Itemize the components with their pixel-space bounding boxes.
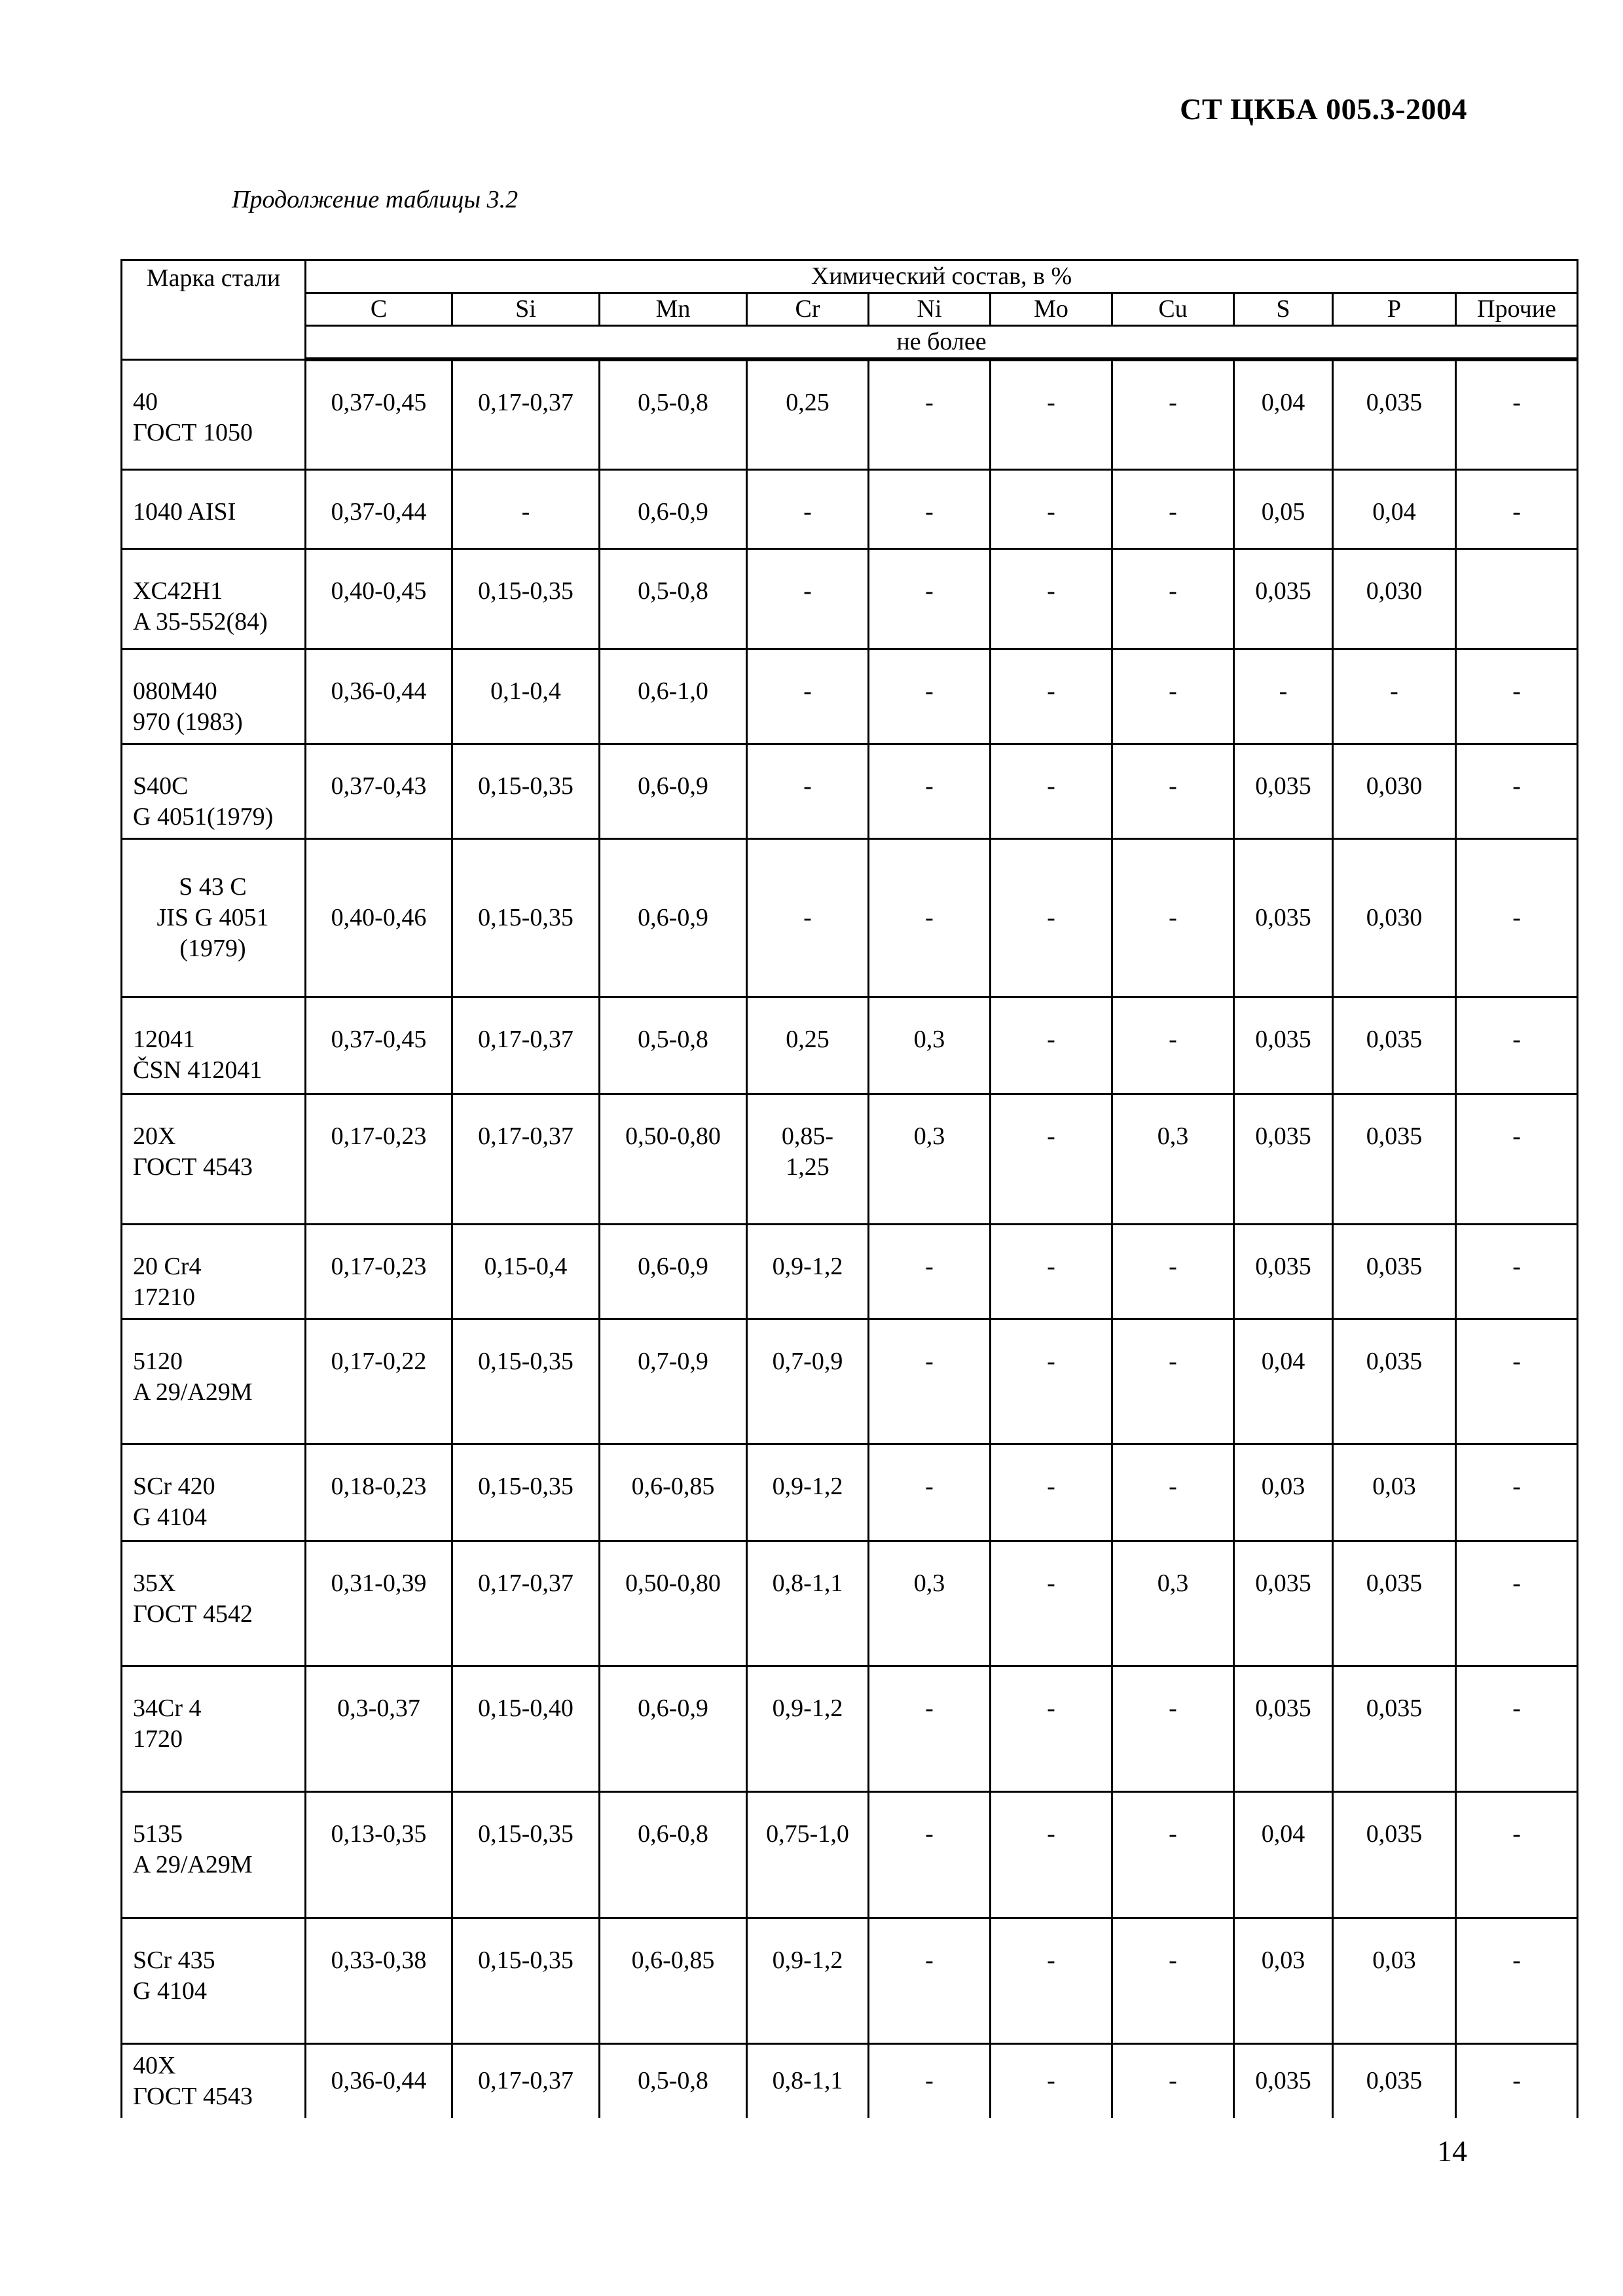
column-header-p: P [1333,293,1456,326]
chemical-composition-table [120,259,1578,2118]
value-cell-si: 0,15-0,35 [452,1444,600,1541]
value-cell-s: 0,035 [1234,548,1333,649]
page-number: 14 [1437,2134,1467,2168]
value-cell-mn: 0,6-0,9 [600,744,747,838]
value-cell-si: 0,15-0,4 [452,1224,600,1319]
value-cell-cu: 0,3 [1112,1094,1234,1224]
value-cell-mn: 0,5-0,8 [600,548,747,649]
value-cell-mo: - [991,838,1112,997]
value-cell-other: - [1456,1444,1578,1541]
column-header-cr: Cr [747,293,869,326]
table-body [122,359,1578,2118]
value-cell-other: - [1456,469,1578,548]
table-row [122,1541,1578,1666]
table-row [122,1094,1578,1224]
value-cell-cr: - [747,838,869,997]
value-cell-ni: 0,3 [869,1094,991,1224]
value-cell-mn: 0,5-0,8 [600,359,747,469]
value-cell-s: 0,035 [1234,997,1333,1094]
value-cell-mn: 0,6-0,9 [600,1224,747,1319]
value-cell-s: - [1234,649,1333,744]
value-cell-s: 0,035 [1234,1094,1333,1224]
value-cell-ni: - [869,548,991,649]
steel-grade-cell: 20 Cr4 17210 [122,1224,306,1319]
value-cell-cr: 0,8-1,1 [747,2043,869,2118]
value-cell-mo: - [991,359,1112,469]
value-cell-mn: 0,7-0,9 [600,1319,747,1444]
value-cell-c: 0,17-0,22 [306,1319,452,1444]
value-cell-mo: - [991,649,1112,744]
value-cell-s: 0,03 [1234,1918,1333,2043]
value-cell-other: - [1456,1224,1578,1319]
value-cell-mn: 0,6-0,9 [600,469,747,548]
steel-grade-cell: 20X ГОСТ 4543 [122,1094,306,1224]
value-cell-cr: - [747,548,869,649]
steel-grade-header: Марка стали [122,260,306,360]
value-cell-ni: - [869,649,991,744]
value-cell-cr: 0,75-1,0 [747,1791,869,1918]
table-row [122,997,1578,1094]
value-cell-mo: - [991,997,1112,1094]
value-cell-mo: - [991,2043,1112,2118]
value-cell-cu: - [1112,1791,1234,1918]
value-cell-p: 0,03 [1333,1444,1456,1541]
value-cell-cr: 0,8-1,1 [747,1541,869,1666]
document-code: СТ ЦКБА 005.3-2004 [1180,92,1467,126]
table-row [122,649,1578,744]
value-cell-s: 0,04 [1234,1319,1333,1444]
column-header-cu: Cu [1112,293,1234,326]
value-cell-c: 0,31-0,39 [306,1541,452,1666]
value-cell-si: 0,17-0,37 [452,359,600,469]
value-cell-mo: - [991,744,1112,838]
value-cell-ni: - [869,1666,991,1791]
value-cell-si: 0,17-0,37 [452,997,600,1094]
value-cell-mn: 0,6-0,8 [600,1791,747,1918]
table-continuation-caption: Продолжение таблицы 3.2 [232,186,519,213]
value-cell-cu: - [1112,2043,1234,2118]
value-cell-c: 0,37-0,45 [306,997,452,1094]
value-cell-p: 0,035 [1333,1541,1456,1666]
value-cell-ni: - [869,469,991,548]
value-cell-mn: 0,50-0,80 [600,1541,747,1666]
value-cell-s: 0,035 [1234,1541,1333,1666]
value-cell-s: 0,035 [1234,1224,1333,1319]
value-cell-c: 0,40-0,46 [306,838,452,997]
value-cell-mo: - [991,1224,1112,1319]
steel-grade-cell: 5120 A 29/A29M [122,1319,306,1444]
column-header-s: S [1234,293,1333,326]
steel-grade-cell: S 43 C JIS G 4051 (1979) [122,838,306,997]
value-cell-mo: - [991,548,1112,649]
value-cell-p: 0,030 [1333,548,1456,649]
value-cell-cr: 0,85- 1,25 [747,1094,869,1224]
value-cell-cu: - [1112,744,1234,838]
steel-grade-cell: 1040 AISI [122,469,306,548]
value-cell-p: 0,035 [1333,997,1456,1094]
column-header-si: Si [452,293,600,326]
value-cell-cu: - [1112,1444,1234,1541]
value-cell-s: 0,05 [1234,469,1333,548]
column-header-mn: Mn [600,293,747,326]
steel-grade-cell: SCr 435 G 4104 [122,1918,306,2043]
value-cell-mo: - [991,1918,1112,2043]
value-cell-cr: 0,9-1,2 [747,1666,869,1791]
table-row [122,1918,1578,2043]
value-cell-cu: - [1112,469,1234,548]
steel-grade-cell: 35X ГОСТ 4542 [122,1541,306,1666]
value-cell-other: - [1456,1094,1578,1224]
value-cell-si: - [452,469,600,548]
value-cell-ni: 0,3 [869,997,991,1094]
value-cell-c: 0,17-0,23 [306,1094,452,1224]
value-cell-mn: 0,6-0,85 [600,1444,747,1541]
value-cell-p: 0,030 [1333,838,1456,997]
steel-grade-cell: 40 ГОСТ 1050 [122,359,306,469]
value-cell-cr: 0,25 [747,997,869,1094]
table-row [122,469,1578,548]
value-cell-cu: - [1112,548,1234,649]
value-cell-ni: - [869,1918,991,2043]
value-cell-other: - [1456,1791,1578,1918]
value-cell-si: 0,15-0,35 [452,1918,600,2043]
column-header-ni: Ni [869,293,991,326]
value-cell-c: 0,40-0,45 [306,548,452,649]
value-cell-mo: - [991,1791,1112,1918]
value-cell-ni: 0,3 [869,1541,991,1666]
value-cell-mn: 0,6-1,0 [600,649,747,744]
value-cell-mo: - [991,1666,1112,1791]
value-cell-cu: - [1112,1224,1234,1319]
value-cell-si: 0,17-0,37 [452,2043,600,2118]
value-cell-mn: 0,5-0,8 [600,997,747,1094]
value-cell-other: - [1456,649,1578,744]
table-row [122,548,1578,649]
table-row [122,1319,1578,1444]
value-cell-p: 0,035 [1333,1666,1456,1791]
value-cell-mo: - [991,1444,1112,1541]
value-cell-c: 0,18-0,23 [306,1444,452,1541]
value-cell-ni: - [869,1224,991,1319]
value-cell-p: 0,04 [1333,469,1456,548]
value-cell-cu: - [1112,997,1234,1094]
value-cell-p: 0,03 [1333,1918,1456,2043]
value-cell-s: 0,035 [1234,1666,1333,1791]
value-cell-cr: - [747,469,869,548]
value-cell-mn: 0,50-0,80 [600,1094,747,1224]
value-cell-c: 0,37-0,43 [306,744,452,838]
value-cell-cr: 0,7-0,9 [747,1319,869,1444]
value-cell-ni: - [869,2043,991,2118]
value-cell-s: 0,035 [1234,744,1333,838]
value-cell-ni: - [869,838,991,997]
table-row [122,359,1578,469]
table-row [122,744,1578,838]
value-cell-si: 0,15-0,35 [452,744,600,838]
value-cell-si: 0,15-0,35 [452,838,600,997]
table-row [122,2043,1578,2118]
value-cell-c: 0,37-0,44 [306,469,452,548]
value-cell-ni: - [869,744,991,838]
value-cell-other: - [1456,359,1578,469]
value-cell-c: 0,36-0,44 [306,2043,452,2118]
value-cell-cr: 0,25 [747,359,869,469]
column-header-c: C [306,293,452,326]
value-cell-si: 0,17-0,37 [452,1094,600,1224]
value-cell-other [1456,548,1578,649]
value-cell-cu: - [1112,1319,1234,1444]
value-cell-si: 0,15-0,35 [452,1319,600,1444]
steel-grade-cell: SCr 420 G 4104 [122,1444,306,1541]
value-cell-p: 0,035 [1333,359,1456,469]
value-cell-s: 0,04 [1234,1791,1333,1918]
table-row [122,838,1578,997]
value-cell-ni: - [869,1791,991,1918]
value-cell-other: - [1456,744,1578,838]
value-cell-p: - [1333,649,1456,744]
value-cell-s: 0,03 [1234,1444,1333,1541]
value-cell-mn: 0,6-0,85 [600,1918,747,2043]
value-cell-cr: 0,9-1,2 [747,1224,869,1319]
steel-grade-cell: XC42H1 A 35-552(84) [122,548,306,649]
value-cell-mn: 0,6-0,9 [600,1666,747,1791]
value-cell-other: - [1456,1666,1578,1791]
steel-grade-cell: 34Cr 4 1720 [122,1666,306,1791]
value-cell-cr: 0,9-1,2 [747,1918,869,2043]
value-cell-cu: 0,3 [1112,1541,1234,1666]
value-cell-other: - [1456,997,1578,1094]
value-cell-mo: - [991,1541,1112,1666]
value-cell-cu: - [1112,1666,1234,1791]
value-cell-cu: - [1112,649,1234,744]
value-cell-p: 0,035 [1333,1319,1456,1444]
table-row [122,1224,1578,1319]
value-cell-cu: - [1112,838,1234,997]
value-cell-other: - [1456,2043,1578,2118]
table-row [122,1444,1578,1541]
value-cell-ni: - [869,1444,991,1541]
value-cell-p: 0,030 [1333,744,1456,838]
composition-header: Химический состав, в % [306,260,1578,293]
value-cell-c: 0,36-0,44 [306,649,452,744]
steel-grade-cell: 40X ГОСТ 4543 [122,2043,306,2118]
value-cell-ni: - [869,359,991,469]
value-cell-cu: - [1112,359,1234,469]
value-cell-si: 0,1-0,4 [452,649,600,744]
value-cell-other: - [1456,1541,1578,1666]
column-header-mo: Mo [991,293,1112,326]
value-cell-cr: - [747,744,869,838]
value-cell-s: 0,04 [1234,359,1333,469]
value-cell-mn: 0,5-0,8 [600,2043,747,2118]
value-cell-ni: - [869,1319,991,1444]
value-cell-si: 0,15-0,35 [452,1791,600,1918]
value-cell-p: 0,035 [1333,2043,1456,2118]
value-cell-si: 0,15-0,40 [452,1666,600,1791]
value-cell-mo: - [991,1094,1112,1224]
column-header-other: Прочие [1456,293,1578,326]
value-cell-si: 0,15-0,35 [452,548,600,649]
value-cell-other: - [1456,838,1578,997]
value-cell-p: 0,035 [1333,1224,1456,1319]
value-cell-c: 0,17-0,23 [306,1224,452,1319]
value-cell-s: 0,035 [1234,838,1333,997]
value-cell-mo: - [991,469,1112,548]
table-row [122,1791,1578,1918]
value-cell-cr: 0,9-1,2 [747,1444,869,1541]
steel-grade-cell: 080M40 970 (1983) [122,649,306,744]
value-cell-p: 0,035 [1333,1094,1456,1224]
value-cell-c: 0,33-0,38 [306,1918,452,2043]
table-row [122,1666,1578,1791]
steel-grade-cell: 12041 ČSN 412041 [122,997,306,1094]
value-cell-mn: 0,6-0,9 [600,838,747,997]
steel-grade-cell: 5135 A 29/A29M [122,1791,306,1918]
value-cell-other: - [1456,1319,1578,1444]
value-cell-other: - [1456,1918,1578,2043]
value-cell-si: 0,17-0,37 [452,1541,600,1666]
value-cell-cr: - [747,649,869,744]
value-cell-mo: - [991,1319,1112,1444]
value-cell-s: 0,035 [1234,2043,1333,2118]
value-cell-c: 0,37-0,45 [306,359,452,469]
value-cell-p: 0,035 [1333,1791,1456,1918]
value-cell-c: 0,13-0,35 [306,1791,452,1918]
steel-grade-cell: S40C G 4051(1979) [122,744,306,838]
value-cell-c: 0,3-0,37 [306,1666,452,1791]
limit-note: не более [306,326,1578,360]
value-cell-cu: - [1112,1918,1234,2043]
